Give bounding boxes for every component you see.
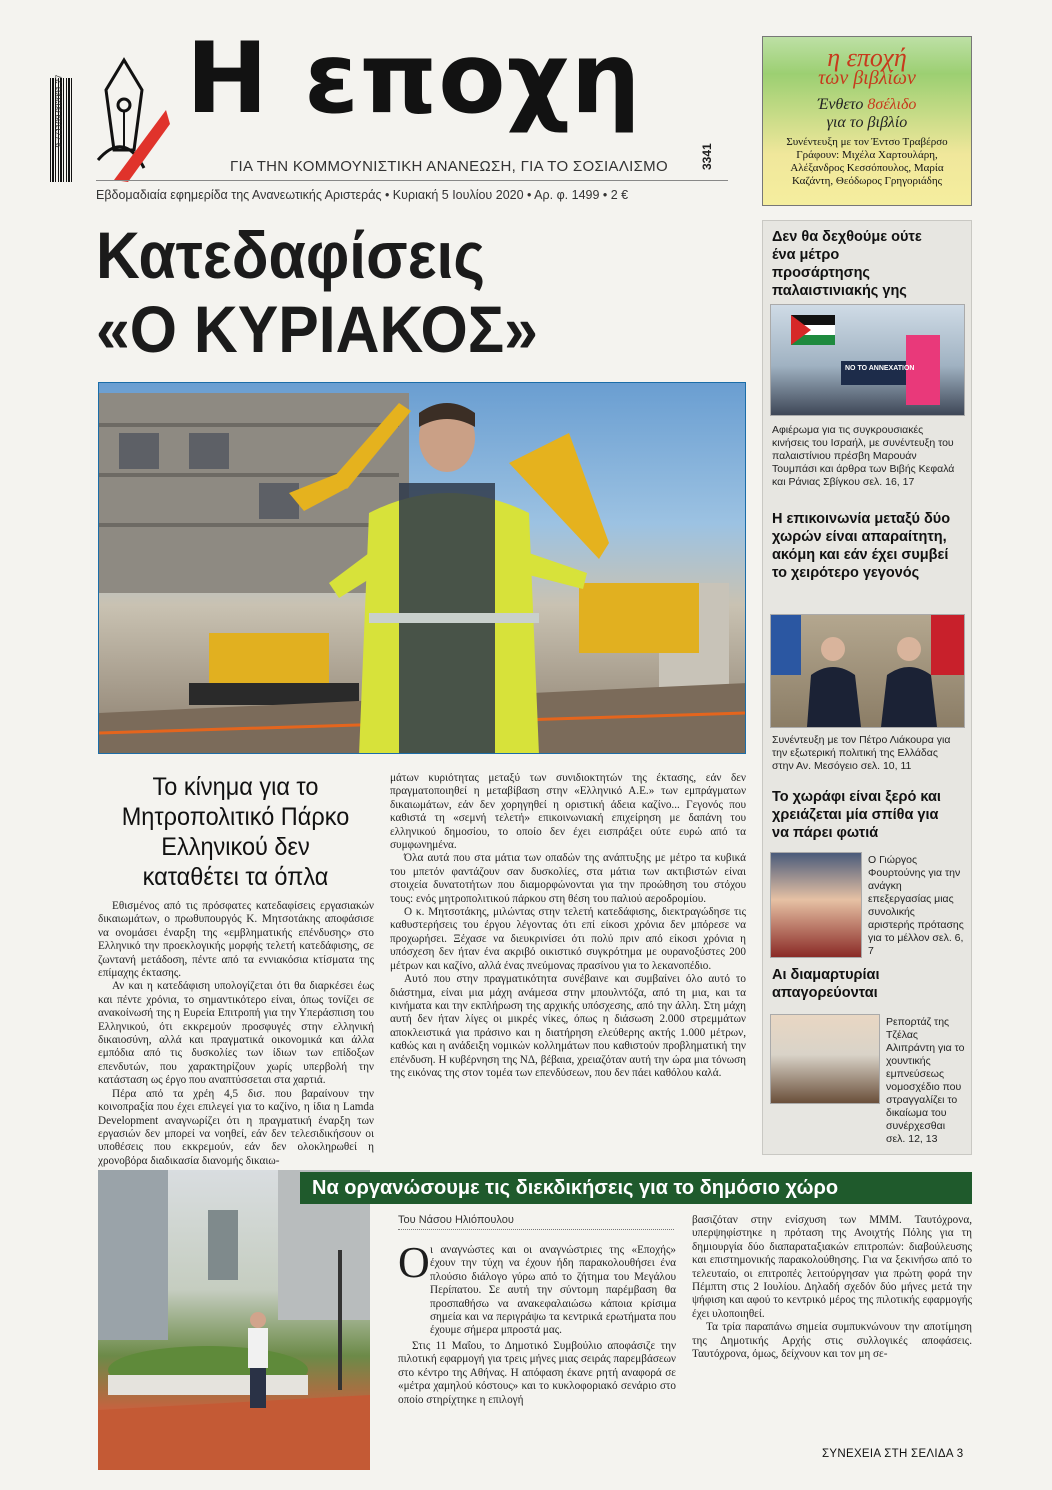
pen-nib-logo-icon <box>84 50 174 190</box>
masthead-tagline: ΓΙΑ ΤΗΝ ΚΟΜΜΟΥΝΙΣΤΙΚΗ ΑΝΑΝΕΩΣΗ, ΓΙΑ ΤΟ ΣΟΣΙΑΛΙΣΜΟ <box>230 158 668 175</box>
issue-code: 3341 <box>700 143 714 170</box>
newspaper-title: Η εποχη <box>186 22 642 136</box>
barcode-number: 9 771109 002001 27 <box>54 74 64 148</box>
sidebar-text-diplomacy: Συνέντευξη με τον Πέτρο Λιάκουρα για την εξωτερική πολιτική της Ελλάδας στην Αν. Μεσόγειο σελ. 10, 11 <box>772 734 951 772</box>
article2-photo <box>98 1170 370 1470</box>
article2-col2: βασιζόταν στην ενίσχυση των ΜΜΜ. Ταυτόχρονα, υπερψηφίστηκε η πρόταση της Ανοιχτής Πόλης για τη δημιουργία δύο διαπαραταξιακών επιτροπών: διαβούλευσης και επιστημονικής παρακολούθησης. Για να ξεκινήσω από το τελευταίο, οι επιτροπές λειτούργησαν για πρώτη φορά την Πέμπτη στις 2 Ιουλίου. Δηλαδή σχεδόν δύο μήνες μετά την ψήφιση και αφού το κεντρικό μέρος της πιλοτικής εφαρμογής έχει υλοποιηθεί. Τα τρία παραπάνω σημεία συμπυκνώνουν την αποτίμηση της Δημοτικής Αρχής στις συλλογικές αποφάσεις. Ταυτόχρονα, όμως, δείχνουν και τον μη σε- <box>692 1214 972 1361</box>
dropcap: Ο <box>398 1238 430 1287</box>
sidebar-photo-parliament <box>770 1014 880 1104</box>
article1-headline[interactable]: Το κίνημα για το Μητροπολιτικό Πάρκο Ελληνικού δεν καταθέτει τα όπλα <box>121 773 350 891</box>
demolition-scene-illustration <box>99 383 746 754</box>
article2-banner-headline[interactable]: Να οργανώσουμε τις διεκδικήσεις για το δημόσιο χώρο <box>300 1172 972 1204</box>
protest-sign-text: NO TO ANNEXATION <box>845 365 915 372</box>
promo-line2: των βιβλίων <box>818 67 916 89</box>
article1-col2: μάτων κυριότητας μεταξύ των συνιδιοκτητών της έκτασης, εάν δεν πραγματοποιηθεί η μεταβίβαση στην «Ελληνικό Α.Ε.» των εμπράγματων δικαιωμάτων, εάν δεν χορηγηθεί η οριστική άδεια καζίνο... Γεγονός που καθιστά τη «σεμνή τελετή» επικοινωνιακή επιχείρηση με δαπάνη του ελληνικού δημοσίου, το οποίο δεν έχει εισπράξει ούτε ευρώ από τα συμφωνημένα. Όλα αυτά που στα μάτια των οπαδών της ανάπτυξης με μέτρο τα κυβικά του μπετόν φαντάζουν σαν δυσκολίες, στα μάτια των ακτιβιστών είναι στοιχεία δυνατοτήτων που διαμορφώνονται για την προώθηση του στόχου τους: ενός μητροπολιτικού πάρκου στη θέση του παλιού αεροδρομίου. Ο κ. Μητσοτάκης, μιλώντας στην τελετή κατεδάφισης, διεκτραγώδησε τις καθυστερήσεις του έργου λέγοντας ότι επί είκοσι χρόνια δεν μπόρεσε να προχωρήσει. Ξέχασε να διευκρινίσει ότι πολύ πριν από είκοσι χρόνια η υπόσχεση δεν ήταν ένα ακριβό οικιστικό συγκρότημα με ουρανοξύστες 200 μέτρων και καζίνο, αλλά ένας πνεύμονας πρασίνου για το λεκανοπέδιο. Αυτό που στην πραγματικότητα συνέβαινε και συμβαίνει όλο αυτό το διάστημα, είναι μια μάχη ανάμεσα στην μπουλντόζα, από τη μια, και τα κινήματα και την εκπλήρωση της αρχικής υπόσχεσης, από την άλλη. Στη μάχη αυτή δεν ήταν λίγες οι μικρές νίκες, όπως η διάσωση 2.000 στρεμμάτων αποκλειστικά για πράσινο και η διατήρηση ελεύθερης ακτής 1.000 μέτρων, καθώς και η ανάδειξη νομικών κολλημάτων που καθιστούν προβληματική την επένδυση. Η κυβέρνηση της ΝΔ, βέβαια, χρειαζόταν αυτή την ώρα μια τόνωση της εικόνας της στον τομέα των επενδύσεων, που δεν πάει καθόλου καλά. <box>390 772 746 1079</box>
sidebar-text-left: Ο Γιώργος Φουρτούνης για την ανάγκη επεξεργασίας μιας συνολικής αριστερής πρότασης για το μέλλον σελ. 6, 7 <box>868 854 964 957</box>
main-headline: Κατεδαφίσεις «Ο ΚΥΡΙΑΚΟΣ» <box>96 218 538 366</box>
leaders-meeting-illustration <box>771 615 964 727</box>
sidebar-text-palestine: Αφιέρωμα για τις συγκρουσιακές κινήσεις του Ισραήλ, με συνέντευξη του παλαιστίνιου πρέσβη Μαρουάν Τουμπάσι και άρθρα των Βιβής Κεφαλά και Ράνιας Σβίγκου σελ. 16, 17 <box>772 424 955 488</box>
masthead-rule <box>96 180 728 181</box>
continued-link[interactable]: ΣΥΝΕΧΕΙΑ ΣΤΗ ΣΕΛΙΔΑ 3 <box>822 1448 964 1460</box>
sidebar-head-diplomacy[interactable]: Η επικοινωνία μεταξύ δύο χωρών είναι απαραίτητη, ακόμη και εάν έχει συμβεί το χειρότερο γεγονός <box>772 511 951 581</box>
book-supplement-promo[interactable] <box>762 36 972 206</box>
sidebar-photo-protest <box>770 304 965 416</box>
article1-col1: Εθισμένος από τις πρόσφατες κατεδαφίσεις εργασιακών δικαιωμάτων, ο πρωθυπουργός Κ. Μητσοτάκης αποφάσισε να ονομάσει έναρξη της «εμβληματικής επένδυσης» στο Ελληνικό την προεκλογικής μορφής τελετή κατεδάφισης, σε ζωντανή μετάδοση, πέντε από τα εννιακόσια κτίσματα της επίμαχης έκτασης. Αν και η κατεδάφιση υπολογίζεται ότι θα διαρκέσει έως και πέντε χρόνια, το σημαντικότερο είναι, όπως τονίζει σε ανακοίνωσή της η Ευρεία Επιτροπή για την Υπεράσπιση του Ελληνικού, ότι εκκρεμούν προσφυγές στην ελληνική δικαιοσύνη, αλλά και πραγματικά οικονομικά και άλλα εμπόδια από τις δυσκολίες των ίδιων των επίδοξων επενδυτών, που χαρακτηρίζουν χωρίς υπερβολή την κατάσταση ως έργο που αναπτύσσεται στα χαρτιά. Πέρα από τα χρέη 4,5 δισ. που βαραίνουν την κοινοπραξία που έχει επιλεγεί για το καζίνο, η ίδια η Lamda Development αναγνωρίζει ότι η πραγματική έναρξη των εργασιών δεν μπορεί να νοηθεί, εάν δεν τελεσιδικήσουν οι υποθέσεις που εκκρεμούν, εάν δεν ολοκληρωθεί η χρονοβόρα διαδικασία διανομής δικαιω- <box>98 900 374 1167</box>
sidebar-text-protests: Ρεπορτάζ της Τζέλας Αλιπράντη για το χουντικής εμπνεύσεως νομοσχέδιο που στραγγαλίζει το δικαίωμα του συνέρχεσθαι σελ. 12, 13 <box>886 1016 965 1145</box>
masthead-subline: Εβδομαδιαία εφημερίδα της Ανανεωτικής Αριστεράς • Κυριακή 5 Ιουλίου 2020 • Αρ. φ. 1499 • 2 € <box>96 188 629 202</box>
flag-protest-illustration <box>771 305 964 415</box>
sidebar-head-left[interactable]: Το χωράφι είναι ξερό και χρειάζεται μία σπίθα για να πάρει φωτιά <box>772 789 941 841</box>
promo-line3: Ένθετο 8σέλιδο για το βιβλίο <box>817 96 917 131</box>
main-photo <box>98 382 746 754</box>
sidebar-head-protests[interactable]: Αι διαμαρτυρίαι απαγορεύονται <box>772 967 880 1001</box>
promo-credits: Συνέντευξη με τον Έντσο Τραβέρσο Γράφουν: Μιχέλα Χαρτουλάρη, Αλέξανδρος Κεσσόπουλος, Μαρία Καζάντη, Θεόδωρος Γρηγοριάδης <box>786 136 948 187</box>
sidebar-photo-leaders <box>770 614 965 728</box>
promo-line1: η εποχή <box>827 43 907 72</box>
city-walkway-illustration <box>98 1170 370 1470</box>
sidebar-photo-hand <box>770 852 862 958</box>
sidebar-head-palestine[interactable]: Δεν θα δεχθούμε ούτε ένα μέτρο προσάρτησης παλαιστινιακής γης <box>772 229 922 299</box>
article2-byline: Του Νάσου Ηλιόπουλου <box>398 1214 514 1226</box>
byline-rule <box>398 1229 674 1230</box>
article2-col1-top: ι αναγνώστες και οι αναγνώστριες της «Εποχής» έχουν την τύχη να έχουν ήδη παρακολουθήσει ένα πλούσιο διάλογο γύρω από το ζήτημα του Μεγάλου Περίπατου. Σε αυτή την σύντομη παρέμβαση θα προσπαθήσω να ανακεφαλαιώσω κάποια κρίσιμα σημεία και να περιγράψω τα κεντρικά ερωτήματα που έχουμε σήμερα μπροστά μας. <box>430 1244 676 1337</box>
article2-col1-bottom: Στις 11 Μαΐου, το Δημοτικό Συμβούλιο αποφάσιζε την πιλοτική εφαρμογή για τρεις μήνες μιας σειράς παρεμβάσεων στο κέντρο της Αθήνας. Η απόφαση έκανε ρητή αναφορά σε «μέτρα χαμηλού κόστους» και το κυκλοφοριακό σενάριο στο οποίο στηρίχτηκε η επιλογή <box>398 1340 676 1406</box>
